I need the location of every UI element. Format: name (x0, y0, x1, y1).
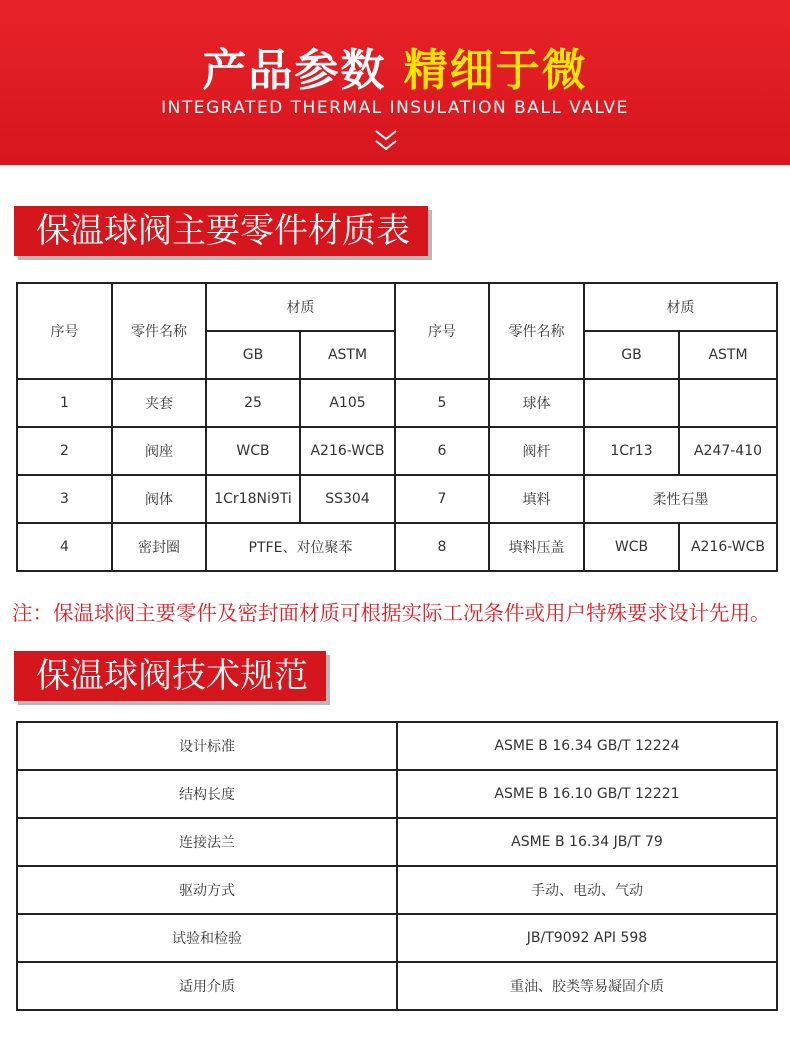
header-part-name: 零件名称 (112, 283, 206, 379)
cell-gb: 1Cr13 (584, 427, 679, 475)
cell-part-name: 密封圈 (112, 523, 206, 571)
spec-label: 连接法兰 (17, 818, 397, 866)
cell-part-name: 填料压盖 (489, 523, 584, 571)
banner-title-main: 产品参数 (202, 45, 387, 96)
cell-no: 7 (395, 475, 489, 523)
banner-title (0, 34, 790, 98)
cell-astm: A216-WCB (300, 427, 395, 475)
cell-gb: WCB (584, 523, 679, 571)
spec-value: ASME B 16.10 GB/T 12221 (397, 770, 777, 818)
header-material: 材质 (584, 283, 777, 331)
banner-title-highlight: 精细于微 (403, 45, 588, 96)
header-astm: ASTM (679, 331, 777, 379)
double-chevron-down-icon (373, 126, 399, 156)
cell-astm: A105 (300, 379, 395, 427)
cell-part-name: 球体 (489, 379, 584, 427)
cell-gb: 25 (206, 379, 300, 427)
table-row (17, 962, 777, 1010)
table-row (17, 523, 777, 571)
spec-value: JB/T9092 API 598 (397, 914, 777, 962)
cell-astm: SS304 (300, 475, 395, 523)
table-row (17, 722, 777, 770)
spec-value: ASME B 16.34 GB/T 12224 (397, 722, 777, 770)
header-material: 材质 (206, 283, 395, 331)
header-gb: GB (206, 331, 300, 379)
spec-label: 设计标准 (17, 722, 397, 770)
table-row (17, 866, 777, 914)
header-part-name: 零件名称 (489, 283, 584, 379)
cell-gb: 1Cr18Ni9Ti (206, 475, 300, 523)
spec-label: 试验和检验 (17, 914, 397, 962)
cell-part-name: 阀体 (112, 475, 206, 523)
table-row (17, 770, 777, 818)
spec-value: 重油、胶类等易凝固介质 (397, 962, 777, 1010)
cell-part-name: 夹套 (112, 379, 206, 427)
cell-gb (584, 379, 679, 427)
table-row (17, 379, 777, 427)
material-note: 注：保温球阀主要零件及密封面材质可根据实际工况条件或用户特殊要求设计先用。 (12, 601, 771, 625)
header-banner (0, 0, 790, 165)
cell-no: 2 (17, 427, 112, 475)
cell-material-merged: PTFE、对位聚苯 (206, 523, 395, 571)
cell-part-name: 阀杆 (489, 427, 584, 475)
cell-material-merged: 柔性石墨 (584, 475, 777, 523)
table-row (17, 914, 777, 962)
spec-label: 适用介质 (17, 962, 397, 1010)
table-row (17, 818, 777, 866)
parts-section-heading: 保温球阀主要零件材质表 (14, 206, 428, 256)
cell-no: 4 (17, 523, 112, 571)
table-row (17, 475, 777, 523)
spec-value: ASME B 16.34 JB/T 79 (397, 818, 777, 866)
header-astm: ASTM (300, 331, 395, 379)
technical-spec-table (16, 721, 778, 1011)
spec-label: 驱动方式 (17, 866, 397, 914)
parts-material-table (16, 282, 778, 572)
spec-label: 结构长度 (17, 770, 397, 818)
cell-part-name: 填料 (489, 475, 584, 523)
header-no: 序号 (17, 283, 112, 379)
cell-gb: WCB (206, 427, 300, 475)
cell-no: 6 (395, 427, 489, 475)
table-row (17, 427, 777, 475)
spec-section-heading: 保温球阀技术规范 (14, 651, 326, 701)
cell-astm (679, 379, 777, 427)
cell-no: 5 (395, 379, 489, 427)
cell-astm: A247-410 (679, 427, 777, 475)
spec-value: 手动、电动、气动 (397, 866, 777, 914)
cell-part-name: 阀座 (112, 427, 206, 475)
cell-no: 3 (17, 475, 112, 523)
table-header-row (17, 283, 777, 331)
header-gb: GB (584, 331, 679, 379)
cell-no: 8 (395, 523, 489, 571)
header-no: 序号 (395, 283, 489, 379)
banner-subtitle: INTEGRATED THERMAL INSULATION BALL VALVE (161, 98, 629, 118)
cell-no: 1 (17, 379, 112, 427)
cell-astm: A216-WCB (679, 523, 777, 571)
